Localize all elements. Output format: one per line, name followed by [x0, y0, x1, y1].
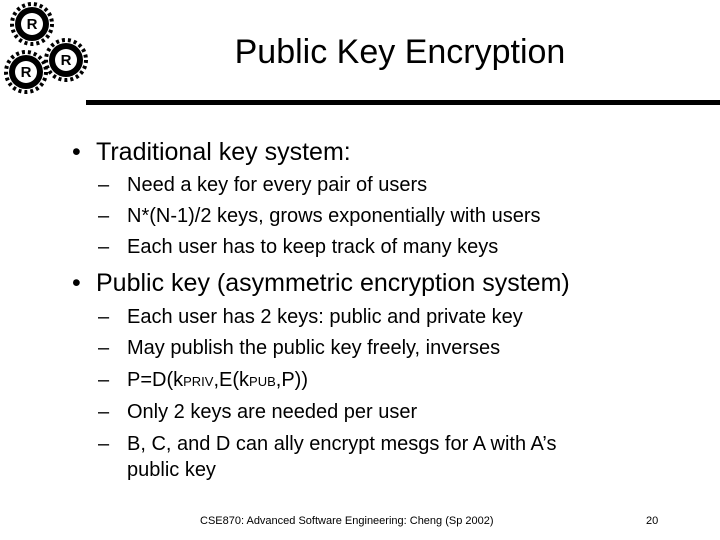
bullet-text: Traditional key system:: [96, 138, 351, 166]
bullet-dot: •: [72, 269, 81, 297]
sub-bullet-dash: –: [98, 306, 110, 328]
sub-bullet-text: Need a key for every pair of users: [127, 174, 428, 196]
slide-title: Public Key Encryption: [234, 33, 566, 71]
sub-bullet-dash: –: [98, 205, 110, 227]
logo-letter: R: [60, 52, 72, 69]
sub-bullet-text: Each user has 2 keys: public and private key: [127, 306, 523, 328]
formula-part: ,P)): [275, 369, 308, 391]
logo-letter: R: [20, 64, 32, 81]
gear-r-logo-icon: [0, 0, 100, 100]
logo-letter: R: [26, 16, 38, 33]
sub-bullet-dash: –: [98, 369, 110, 391]
footer-course: CSE870: Advanced Software Engineering: Cheng (Sp 2002): [200, 515, 494, 527]
sub-bullet-text: N*(N-1)/2 keys, grows exponentially with users: [127, 205, 541, 227]
sub-bullet-dash: –: [98, 236, 110, 258]
title-divider: [86, 100, 720, 105]
page-number: 20: [646, 515, 659, 527]
sub-bullet-dash: –: [98, 174, 110, 196]
sub-bullet-text: B, C, and D can ally encrypt mesgs for A with A’s: [127, 433, 557, 455]
bullet-text: Public key (asymmetric encryption system): [96, 269, 570, 297]
formula-subscript-priv: PRIV: [183, 374, 214, 389]
sub-bullet-text: Only 2 keys are needed per user: [127, 401, 418, 423]
sub-bullet-dash: –: [98, 337, 110, 359]
sub-bullet-text: Each user has to keep track of many keys: [127, 236, 499, 258]
sub-bullet-text: public key: [127, 459, 216, 481]
bullet-dot: •: [72, 138, 81, 166]
formula-text: [127, 368, 308, 394]
formula-subscript-pub: PUB: [249, 374, 276, 389]
formula-part: ,E(k: [213, 369, 250, 391]
formula-part: P=D(k: [127, 369, 184, 391]
sub-bullet-dash: –: [98, 433, 110, 455]
sub-bullet-dash: –: [98, 401, 110, 423]
sub-bullet-text: May publish the public key freely, inverses: [127, 337, 501, 359]
